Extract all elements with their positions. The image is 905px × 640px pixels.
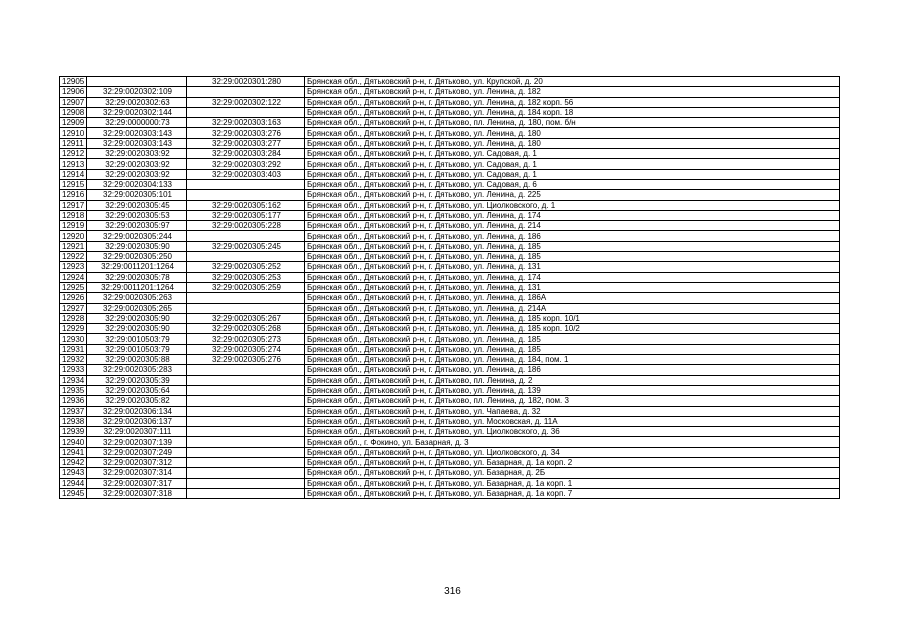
address-cell: Брянская обл., Дятьковский р-н, г. Дятьково, ул. Садовая, д. 1 (305, 169, 840, 179)
table-row (60, 313, 840, 323)
table-row (60, 468, 840, 478)
address-cell: Брянская обл., Дятьковский р-н, г. Дятьково, ул. Московская, д. 11А (305, 416, 840, 426)
row-number-cell: 12923 (60, 262, 87, 272)
address-cell: Брянская обл., Дятьковский р-н, г. Дятьково, ул. Базарная, д. 1а корп. 1 (305, 478, 840, 488)
address-cell: Брянская обл., Дятьковский р-н, г. Дятьково, ул. Ленина, д. 186 (305, 365, 840, 375)
cadastral-table-body (60, 77, 840, 499)
table-row (60, 344, 840, 354)
row-number-cell: 12909 (60, 118, 87, 128)
row-number-cell: 12928 (60, 313, 87, 323)
address-cell: Брянская обл., Дятьковский р-н, г. Дятьково, ул. Ленина, д. 174 (305, 272, 840, 282)
parcel-number-cell: 32:29:0020302:109 (87, 87, 187, 97)
parcel-number-cell: 32:29:0020305:45 (87, 200, 187, 210)
address-cell: Брянская обл., Дятьковский р-н, г. Дятьково, ул. Ленина, д. 180 (305, 128, 840, 138)
parcel-number-cell: 32:29:0020305:283 (87, 365, 187, 375)
address-cell: Брянская обл., Дятьковский р-н, г. Дятьково, ул. Ленина, д. 186 (305, 231, 840, 241)
parcel-number-cell: 32:29:0020303:92 (87, 169, 187, 179)
object-number-cell (187, 447, 305, 457)
table-row (60, 138, 840, 148)
object-number-cell (187, 457, 305, 467)
object-number-cell: 32:29:0020305:252 (187, 262, 305, 272)
address-cell: Брянская обл., Дятьковский р-н, г. Дятьково, ул. Крупской, д. 20 (305, 77, 840, 87)
table-row (60, 159, 840, 169)
object-number-cell: 32:29:0020305:276 (187, 355, 305, 365)
row-number-cell: 12912 (60, 149, 87, 159)
address-cell: Брянская обл., Дятьковский р-н, г. Дятьково, ул. Ленина, д. 180 (305, 138, 840, 148)
object-number-cell (187, 406, 305, 416)
parcel-number-cell: 32:29:0020307:318 (87, 488, 187, 498)
table-row (60, 365, 840, 375)
parcel-number-cell: 32:29:0020307:312 (87, 457, 187, 467)
object-number-cell: 32:29:0020305:259 (187, 282, 305, 292)
address-cell: Брянская обл., Дятьковский р-н, г. Дятьково, ул. Садовая, д. 1 (305, 159, 840, 169)
row-number-cell: 12915 (60, 179, 87, 189)
table-row (60, 128, 840, 138)
table-row (60, 324, 840, 334)
row-number-cell: 12945 (60, 488, 87, 498)
address-cell: Брянская обл., Дятьковский р-н, г. Дятьково, ул. Ленина, д. 185 (305, 252, 840, 262)
row-number-cell: 12906 (60, 87, 87, 97)
row-number-cell: 12913 (60, 159, 87, 169)
object-number-cell (187, 303, 305, 313)
object-number-cell (187, 478, 305, 488)
table-row (60, 210, 840, 220)
parcel-number-cell: 32:29:0020303:92 (87, 149, 187, 159)
table-row (60, 478, 840, 488)
row-number-cell: 12933 (60, 365, 87, 375)
object-number-cell: 32:29:0020305:268 (187, 324, 305, 334)
page-number: 316 (444, 586, 461, 597)
table-row (60, 282, 840, 292)
table-row (60, 447, 840, 457)
object-number-cell (187, 179, 305, 189)
table-row (60, 262, 840, 272)
address-cell: Брянская обл., Дятьковский р-н, г. Дятьково, ул. Ленина, д. 214А (305, 303, 840, 313)
row-number-cell: 12932 (60, 355, 87, 365)
row-number-cell: 12938 (60, 416, 87, 426)
address-cell: Брянская обл., Дятьковский р-н, г. Дятьково, ул. Циолковского, д. 1 (305, 200, 840, 210)
address-cell: Брянская обл., Дятьковский р-н, г. Дятьково, ул. Ленина, д. 184 корп. 18 (305, 107, 840, 117)
row-number-cell: 12918 (60, 210, 87, 220)
parcel-number-cell: 32:29:0020303:143 (87, 138, 187, 148)
row-number-cell: 12916 (60, 190, 87, 200)
table-row (60, 385, 840, 395)
object-number-cell (187, 468, 305, 478)
row-number-cell: 12919 (60, 221, 87, 231)
table-row (60, 221, 840, 231)
parcel-number-cell: 32:29:0020305:250 (87, 252, 187, 262)
address-cell: Брянская обл., Дятьковский р-н, г. Дятьково, ул. Циолковского, д. 34 (305, 447, 840, 457)
table-row (60, 179, 840, 189)
parcel-number-cell: 32:29:0010503:79 (87, 334, 187, 344)
address-cell: Брянская обл., Дятьковский р-н, г. Дятьково, ул. Ленина, д. 131 (305, 262, 840, 272)
object-number-cell (187, 488, 305, 498)
object-number-cell: 32:29:0020301:280 (187, 77, 305, 87)
row-number-cell: 12935 (60, 385, 87, 395)
object-number-cell: 32:29:0020303:277 (187, 138, 305, 148)
parcel-number-cell: 32:29:0011201:1264 (87, 262, 187, 272)
object-number-cell (187, 365, 305, 375)
object-number-cell: 32:29:0020305:253 (187, 272, 305, 282)
address-cell: Брянская обл., Дятьковский р-н, г. Дятьково, пл. Ленина, д. 2 (305, 375, 840, 385)
address-cell: Брянская обл., г. Фокино, ул. Базарная, д. 3 (305, 437, 840, 447)
address-cell: Брянская обл., Дятьковский р-н, г. Дятьково, пл. Ленина, д. 180, пом. б/н (305, 118, 840, 128)
parcel-number-cell: 32:29:0020305:78 (87, 272, 187, 282)
object-number-cell (187, 231, 305, 241)
address-cell: Брянская обл., Дятьковский р-н, г. Дятьково, ул. Базарная, д. 1а корп. 2 (305, 457, 840, 467)
parcel-number-cell: 32:29:0020303:92 (87, 159, 187, 169)
object-number-cell: 32:29:0020305:245 (187, 241, 305, 251)
parcel-number-cell: 32:29:0020304:133 (87, 179, 187, 189)
row-number-cell: 12907 (60, 97, 87, 107)
address-cell: Брянская обл., Дятьковский р-н, г. Дятьково, пл. Ленина, д. 182, пом. 3 (305, 396, 840, 406)
row-number-cell: 12921 (60, 241, 87, 251)
table-row (60, 231, 840, 241)
row-number-cell: 12940 (60, 437, 87, 447)
row-number-cell: 12941 (60, 447, 87, 457)
object-number-cell (187, 252, 305, 262)
object-number-cell: 32:29:0020302:122 (187, 97, 305, 107)
row-number-cell: 12917 (60, 200, 87, 210)
parcel-number-cell: 32:29:0020307:249 (87, 447, 187, 457)
address-cell: Брянская обл., Дятьковский р-н, г. Дятьково, ул. Ленина, д. 214 (305, 221, 840, 231)
row-number-cell: 12905 (60, 77, 87, 87)
address-cell: Брянская обл., Дятьковский р-н, г. Дятьково, ул. Ленина, д. 182 (305, 87, 840, 97)
address-cell: Брянская обл., Дятьковский р-н, г. Дятьково, ул. Ленина, д. 131 (305, 282, 840, 292)
table-row (60, 149, 840, 159)
row-number-cell: 12944 (60, 478, 87, 488)
row-number-cell: 12929 (60, 324, 87, 334)
object-number-cell (187, 427, 305, 437)
address-cell: Брянская обл., Дятьковский р-н, г. Дятьково, ул. Ленина, д. 174 (305, 210, 840, 220)
address-cell: Брянская обл., Дятьковский р-н, г. Дятьково, ул. Ленина, д. 184, пом. 1 (305, 355, 840, 365)
parcel-number-cell: 32:29:0020305:97 (87, 221, 187, 231)
row-number-cell: 12920 (60, 231, 87, 241)
table-row (60, 303, 840, 313)
parcel-number-cell: 32:29:0011201:1264 (87, 282, 187, 292)
address-cell: Брянская обл., Дятьковский р-н, г. Дятьково, ул. Садовая, д. 1 (305, 149, 840, 159)
parcel-number-cell: 32:29:0020305:90 (87, 313, 187, 323)
parcel-number-cell: 32:29:0020305:53 (87, 210, 187, 220)
table-row (60, 77, 840, 87)
parcel-number-cell: 32:29:0020302:63 (87, 97, 187, 107)
address-cell: Брянская обл., Дятьковский р-н, г. Дятьково, ул. Садовая, д. 6 (305, 179, 840, 189)
parcel-number-cell (87, 77, 187, 87)
table-row (60, 437, 840, 447)
table-row (60, 427, 840, 437)
address-cell: Брянская обл., Дятьковский р-н, г. Дятьково, ул. Базарная, д. 1а корп. 7 (305, 488, 840, 498)
row-number-cell: 12922 (60, 252, 87, 262)
row-number-cell: 12914 (60, 169, 87, 179)
row-number-cell: 12930 (60, 334, 87, 344)
table-row (60, 200, 840, 210)
object-number-cell (187, 437, 305, 447)
object-number-cell (187, 293, 305, 303)
table-row (60, 87, 840, 97)
parcel-number-cell: 32:29:0020303:143 (87, 128, 187, 138)
table-row (60, 118, 840, 128)
parcel-number-cell: 32:29:0020305:101 (87, 190, 187, 200)
table-row (60, 97, 840, 107)
object-number-cell: 32:29:0020305:267 (187, 313, 305, 323)
object-number-cell (187, 107, 305, 117)
table-row (60, 396, 840, 406)
parcel-number-cell: 32:29:0020307:317 (87, 478, 187, 488)
parcel-number-cell: 32:29:0020305:82 (87, 396, 187, 406)
row-number-cell: 12934 (60, 375, 87, 385)
address-cell: Брянская обл., Дятьковский р-н, г. Дятьково, ул. Ленина, д. 186А (305, 293, 840, 303)
parcel-number-cell: 32:29:0020307:139 (87, 437, 187, 447)
object-number-cell: 32:29:0020303:276 (187, 128, 305, 138)
address-cell: Брянская обл., Дятьковский р-н, г. Дятьково, ул. Базарная, д. 2Б (305, 468, 840, 478)
row-number-cell: 12937 (60, 406, 87, 416)
parcel-number-cell: 32:29:0020305:88 (87, 355, 187, 365)
table-row (60, 416, 840, 426)
parcel-number-cell: 32:29:0020307:314 (87, 468, 187, 478)
table-row (60, 457, 840, 467)
address-cell: Брянская обл., Дятьковский р-н, г. Дятьково, ул. Ленина, д. 225 (305, 190, 840, 200)
address-cell: Брянская обл., Дятьковский р-н, г. Дятьково, ул. Ленина, д. 185 (305, 344, 840, 354)
object-number-cell: 32:29:0020303:284 (187, 149, 305, 159)
parcel-number-cell: 32:29:0020305:90 (87, 324, 187, 334)
address-cell: Брянская обл., Дятьковский р-н, г. Дятьково, ул. Ленина, д. 139 (305, 385, 840, 395)
parcel-number-cell: 32:29:0020302:144 (87, 107, 187, 117)
table-row (60, 272, 840, 282)
table-row (60, 252, 840, 262)
row-number-cell: 12926 (60, 293, 87, 303)
row-number-cell: 12927 (60, 303, 87, 313)
parcel-number-cell: 32:29:0020305:265 (87, 303, 187, 313)
parcel-number-cell: 32:29:0020306:137 (87, 416, 187, 426)
address-cell: Брянская обл., Дятьковский р-н, г. Дятьково, ул. Чапаева, д. 32 (305, 406, 840, 416)
row-number-cell: 12925 (60, 282, 87, 292)
address-cell: Брянская обл., Дятьковский р-н, г. Дятьково, ул. Циолковского, д. 36 (305, 427, 840, 437)
object-number-cell: 32:29:0020305:273 (187, 334, 305, 344)
address-cell: Брянская обл., Дятьковский р-н, г. Дятьково, ул. Ленина, д. 185 корп. 10/1 (305, 313, 840, 323)
parcel-number-cell: 32:29:0020305:39 (87, 375, 187, 385)
object-number-cell: 32:29:0020303:292 (187, 159, 305, 169)
object-number-cell: 32:29:0020305:162 (187, 200, 305, 210)
row-number-cell: 12908 (60, 107, 87, 117)
object-number-cell (187, 385, 305, 395)
parcel-number-cell: 32:29:0000000:73 (87, 118, 187, 128)
table-row (60, 169, 840, 179)
object-number-cell: 32:29:0020303:163 (187, 118, 305, 128)
row-number-cell: 12939 (60, 427, 87, 437)
row-number-cell: 12936 (60, 396, 87, 406)
table-row (60, 293, 840, 303)
object-number-cell (187, 87, 305, 97)
parcel-number-cell: 32:29:0020305:90 (87, 241, 187, 251)
row-number-cell: 12911 (60, 138, 87, 148)
object-number-cell: 32:29:0020303:403 (187, 169, 305, 179)
table-row (60, 190, 840, 200)
parcel-number-cell: 32:29:0020305:64 (87, 385, 187, 395)
row-number-cell: 12910 (60, 128, 87, 138)
table-row (60, 241, 840, 251)
object-number-cell: 32:29:0020305:274 (187, 344, 305, 354)
parcel-number-cell: 32:29:0020305:244 (87, 231, 187, 241)
address-cell: Брянская обл., Дятьковский р-н, г. Дятьково, ул. Ленина, д. 185 (305, 334, 840, 344)
address-cell: Брянская обл., Дятьковский р-н, г. Дятьково, ул. Ленина, д. 185 корп. 10/2 (305, 324, 840, 334)
table-row (60, 334, 840, 344)
row-number-cell: 12931 (60, 344, 87, 354)
table-row (60, 355, 840, 365)
parcel-number-cell: 32:29:0010503:79 (87, 344, 187, 354)
address-cell: Брянская обл., Дятьковский р-н, г. Дятьково, ул. Ленина, д. 185 (305, 241, 840, 251)
parcel-number-cell: 32:29:0020307:111 (87, 427, 187, 437)
object-number-cell (187, 396, 305, 406)
row-number-cell: 12924 (60, 272, 87, 282)
parcel-number-cell: 32:29:0020306:134 (87, 406, 187, 416)
address-cell: Брянская обл., Дятьковский р-н, г. Дятьково, ул. Ленина, д. 182 корп. 56 (305, 97, 840, 107)
cadastral-table (59, 76, 840, 499)
object-number-cell: 32:29:0020305:228 (187, 221, 305, 231)
object-number-cell (187, 375, 305, 385)
table-row (60, 107, 840, 117)
parcel-number-cell: 32:29:0020305:263 (87, 293, 187, 303)
row-number-cell: 12943 (60, 468, 87, 478)
table-row (60, 488, 840, 498)
object-number-cell (187, 190, 305, 200)
table-row (60, 406, 840, 416)
object-number-cell (187, 416, 305, 426)
table-row (60, 375, 840, 385)
object-number-cell: 32:29:0020305:177 (187, 210, 305, 220)
row-number-cell: 12942 (60, 457, 87, 467)
